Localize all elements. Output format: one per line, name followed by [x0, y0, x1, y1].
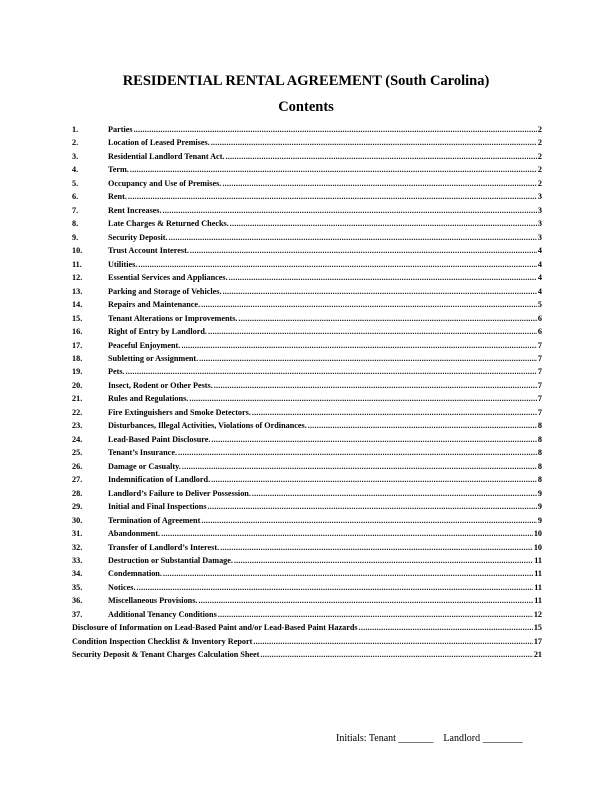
- toc-entry-number: 9.: [72, 232, 79, 242]
- toc-entry-number: 10.: [72, 246, 83, 256]
- toc-entry[interactable]: [72, 489, 542, 502]
- toc-entry-title: Rules and Regulations.: [108, 394, 189, 404]
- toc-entry-title: Security Deposit.: [108, 232, 168, 242]
- dot-leader: [198, 596, 533, 605]
- toc-entry-number: 16.: [72, 327, 83, 337]
- toc-entry-number: 25.: [72, 448, 83, 458]
- dot-leader: [208, 502, 537, 511]
- dot-leader: [181, 341, 537, 350]
- toc-entry-title: Parking and Storage of Vehicles.: [108, 286, 222, 296]
- dot-leader: [211, 435, 536, 444]
- toc-entry-number: 37.: [72, 609, 83, 619]
- toc-entry-page: 3: [537, 205, 542, 215]
- toc-entry[interactable]: [72, 233, 542, 246]
- dot-leader: [169, 233, 537, 242]
- toc-entry[interactable]: [72, 516, 542, 529]
- toc-entry-title: Destruction or Substantial Damage.: [108, 556, 233, 565]
- toc-entry[interactable]: [72, 327, 542, 340]
- toc-entry-page: 11: [534, 556, 542, 565]
- table-of-contents: [72, 125, 542, 664]
- toc-entry-number: 26.: [72, 461, 83, 471]
- toc-entry-title: Fire Extinguishers and Smoke Detectors.: [108, 407, 251, 417]
- toc-entry-page: 4: [537, 259, 542, 269]
- toc-entry-title: Initial and Final Inspections: [108, 502, 207, 512]
- toc-entry[interactable]: [72, 260, 542, 273]
- toc-entry-title: Tenant’s Insurance.: [108, 448, 178, 458]
- toc-entry-title: Disclosure of Information on Lead-Based Paint and/or Lead-Based Paint Hazards: [72, 623, 358, 633]
- toc-entry-page: 8: [537, 434, 542, 444]
- dot-leader: [138, 260, 537, 269]
- toc-entry-title: Lead-Based Paint Disclosure.: [108, 434, 211, 444]
- toc-entry-number: 32.: [72, 542, 83, 552]
- dot-leader: [137, 583, 534, 592]
- toc-entry-number: 12.: [72, 273, 83, 283]
- toc-entry-number: 28.: [72, 488, 83, 498]
- toc-entry-page: 10: [533, 542, 542, 552]
- toc-entry[interactable]: [72, 287, 542, 300]
- toc-entry[interactable]: [72, 556, 542, 569]
- toc-entry[interactable]: [72, 637, 542, 650]
- toc-entry[interactable]: [72, 475, 542, 488]
- toc-entry-title: Insect, Rodent or Other Pests.: [108, 380, 213, 390]
- toc-entry-number: 23.: [72, 421, 83, 431]
- toc-entry[interactable]: [72, 381, 542, 394]
- toc-entry-title: Repairs and Maintenance.: [108, 300, 201, 310]
- toc-entry-page: 21: [533, 650, 542, 660]
- dot-leader: [225, 152, 536, 161]
- toc-entry-title: Abandonment.: [108, 529, 161, 539]
- dot-leader: [359, 623, 533, 632]
- toc-entry[interactable]: [72, 462, 542, 475]
- toc-entry-title: Location of Leased Premises.: [108, 138, 210, 148]
- initials-footer: Initials: Tenant _______ Landlord ________: [336, 733, 523, 744]
- dot-leader: [189, 394, 537, 403]
- toc-entry[interactable]: [72, 125, 542, 138]
- toc-entry[interactable]: [72, 394, 542, 407]
- toc-entry-number: 2.: [72, 138, 79, 148]
- toc-entry-number: 36.: [72, 596, 83, 606]
- toc-entry-page: 7: [537, 380, 542, 390]
- toc-entry-title: Transfer of Landlord’s Interest.: [108, 542, 220, 552]
- toc-entry-page: 4: [537, 286, 542, 296]
- toc-entry[interactable]: [72, 650, 542, 663]
- toc-entry[interactable]: [72, 421, 542, 434]
- toc-entry-title: Notices.: [108, 582, 136, 592]
- toc-entry[interactable]: [72, 246, 542, 259]
- toc-entry-number: 1.: [72, 125, 79, 134]
- toc-entry-number: 14.: [72, 300, 83, 310]
- toc-entry[interactable]: [72, 610, 542, 623]
- toc-entry-number: 20.: [72, 380, 83, 390]
- toc-entry[interactable]: [72, 367, 542, 380]
- toc-entry[interactable]: [72, 569, 542, 582]
- dot-leader: [218, 610, 533, 619]
- toc-entry[interactable]: [72, 408, 542, 421]
- dot-leader: [253, 637, 532, 646]
- toc-entry-page: 9: [537, 515, 542, 525]
- toc-entry-title: Term.: [108, 165, 129, 175]
- dot-leader: [252, 408, 537, 417]
- toc-entry-title: Peaceful Enjoyment.: [108, 340, 181, 350]
- dot-leader: [211, 475, 537, 484]
- toc-entry[interactable]: [72, 165, 542, 178]
- dot-leader: [223, 287, 537, 296]
- toc-entry-title: Utilities.: [108, 259, 138, 269]
- toc-entry-title: Trust Account Interest.: [108, 246, 189, 256]
- toc-entry-page: 9: [537, 488, 542, 498]
- toc-entry-number: 3.: [72, 151, 79, 161]
- toc-entry[interactable]: [72, 341, 542, 354]
- toc-entry-page: 7: [537, 340, 542, 350]
- dot-leader: [201, 300, 537, 309]
- toc-entry-title: Subletting or Assignment.: [108, 353, 199, 363]
- toc-entry-title: Damage or Casualty.: [108, 461, 181, 471]
- toc-entry-number: 27.: [72, 475, 83, 485]
- toc-entry-number: 4.: [72, 165, 79, 175]
- toc-entry-page: 8: [537, 461, 542, 471]
- toc-entry-title: Rent Increases.: [108, 205, 162, 215]
- toc-entry-page: 12: [533, 609, 542, 619]
- toc-entry[interactable]: [72, 354, 542, 367]
- toc-entry[interactable]: [72, 502, 542, 515]
- toc-entry-number: 11.: [72, 259, 82, 269]
- toc-entry-number: 24.: [72, 434, 83, 444]
- toc-entry-title: Residential Landlord Tenant Act.: [108, 151, 225, 161]
- toc-entry[interactable]: [72, 179, 542, 192]
- toc-entry-number: 7.: [72, 205, 79, 215]
- toc-entry[interactable]: [72, 583, 542, 596]
- dot-leader: [182, 462, 537, 471]
- toc-entry-page: 2: [537, 125, 542, 134]
- dot-leader: [234, 556, 533, 565]
- toc-entry-page: 17: [533, 636, 542, 646]
- dot-leader: [161, 529, 533, 538]
- toc-entry-page: 2: [537, 178, 542, 188]
- toc-entry-title: Right of Entry by Landlord.: [108, 327, 207, 337]
- toc-entry-page: 7: [537, 353, 542, 363]
- toc-entry-page: 4: [537, 246, 542, 256]
- toc-entry-page: 7: [537, 394, 542, 404]
- toc-entry-page: 3: [537, 219, 542, 229]
- toc-entry-title: Pets.: [108, 367, 125, 377]
- toc-entry-page: 11: [534, 582, 542, 592]
- document-title: RESIDENTIAL RENTAL AGREEMENT (South Carolina): [122, 73, 490, 89]
- toc-entry-number: 21.: [72, 394, 83, 404]
- toc-entry-number: 31.: [72, 529, 83, 539]
- dot-leader: [208, 327, 537, 336]
- dot-leader: [128, 192, 537, 201]
- toc-entry-page: 10: [533, 529, 542, 539]
- toc-entry-page: 15: [533, 623, 542, 633]
- toc-entry-number: 5.: [72, 178, 79, 188]
- toc-entry[interactable]: [72, 448, 542, 461]
- toc-entry-title: Additional Tenancy Conditions: [108, 609, 217, 619]
- toc-entry-number: 33.: [72, 556, 83, 565]
- dot-leader: [178, 448, 537, 457]
- toc-entry-title: Disturbances, Illegal Activities, Violations of Ordinances.: [108, 421, 307, 431]
- dot-leader: [252, 489, 537, 498]
- toc-entry-title: Tenant Alterations or Improvements.: [108, 313, 238, 323]
- toc-entry-page: 3: [537, 192, 542, 202]
- toc-entry-page: 8: [537, 475, 542, 485]
- toc-entry-number: 8.: [72, 219, 79, 229]
- dot-leader: [199, 354, 537, 363]
- toc-entry[interactable]: [72, 529, 542, 542]
- toc-entry-page: 11: [534, 569, 542, 579]
- dot-leader: [211, 138, 537, 147]
- toc-entry-page: 4: [537, 273, 542, 283]
- toc-entry-page: 3: [537, 232, 542, 242]
- dot-leader: [230, 219, 537, 228]
- toc-entry[interactable]: [72, 300, 542, 313]
- toc-entry-number: 13.: [72, 286, 83, 296]
- toc-entry-page: 7: [537, 367, 542, 377]
- toc-entry-title: Termination of Agreement: [108, 515, 201, 525]
- dot-leader: [308, 421, 537, 430]
- dot-leader: [163, 206, 537, 215]
- toc-entry-title: Occupancy and Use of Premises.: [108, 178, 222, 188]
- toc-entry-page: 7: [537, 407, 542, 417]
- dot-leader: [126, 367, 537, 376]
- toc-entry[interactable]: [72, 152, 542, 165]
- toc-entry-number: 35.: [72, 582, 83, 592]
- toc-entry[interactable]: [72, 314, 542, 327]
- toc-entry[interactable]: [72, 435, 542, 448]
- toc-entry-number: 18.: [72, 353, 83, 363]
- dot-leader: [201, 516, 537, 525]
- dot-leader: [220, 543, 533, 552]
- dot-leader: [134, 125, 537, 134]
- toc-entry-page: 8: [537, 448, 542, 458]
- toc-entry[interactable]: [72, 596, 542, 609]
- toc-entry[interactable]: [72, 273, 542, 286]
- toc-entry-title: Late Charges & Returned Checks.: [108, 219, 229, 229]
- toc-entry-number: 34.: [72, 569, 83, 579]
- toc-entry-title: Parties: [108, 125, 133, 134]
- toc-entry[interactable]: [72, 623, 542, 636]
- toc-entry-page: 6: [537, 313, 542, 323]
- toc-entry-page: 8: [537, 421, 542, 431]
- toc-entry-page: 9: [537, 502, 542, 512]
- toc-entry-number: 19.: [72, 367, 83, 377]
- toc-entry[interactable]: [72, 219, 542, 232]
- toc-entry-number: 30.: [72, 515, 83, 525]
- toc-entry-title: Essential Services and Appliances.: [108, 273, 228, 283]
- toc-entry-page: 6: [537, 327, 542, 337]
- toc-entry-number: 29.: [72, 502, 83, 512]
- toc-entry-page: 11: [534, 596, 542, 606]
- dot-leader: [190, 246, 537, 255]
- toc-entry[interactable]: [72, 192, 542, 205]
- toc-entry-number: 22.: [72, 407, 83, 417]
- toc-entry-number: 15.: [72, 313, 83, 323]
- dot-leader: [229, 273, 537, 282]
- toc-entry-page: 2: [537, 151, 542, 161]
- toc-entry-title: Rent.: [108, 192, 127, 202]
- toc-entry-page: 2: [537, 138, 542, 148]
- contents-heading: Contents: [278, 99, 334, 115]
- toc-entry[interactable]: [72, 206, 542, 219]
- dot-leader: [238, 314, 536, 323]
- toc-entry-title: Security Deposit & Tenant Charges Calculation Sheet: [72, 650, 260, 660]
- toc-entry-title: Condemnation.: [108, 569, 162, 579]
- dot-leader: [163, 569, 533, 578]
- toc-entry[interactable]: [72, 543, 542, 556]
- dot-leader: [130, 165, 537, 174]
- dot-leader: [222, 179, 537, 188]
- dot-leader: [260, 650, 532, 659]
- toc-entry-title: Condition Inspection Checklist & Inventory Report: [72, 636, 253, 646]
- toc-entry-title: Landlord’s Failure to Deliver Possession.: [108, 488, 251, 498]
- toc-entry[interactable]: [72, 138, 542, 151]
- toc-entry-title: Miscellaneous Provisions.: [108, 596, 198, 606]
- toc-entry-title: Indemnification of Landlord.: [108, 475, 211, 485]
- dot-leader: [214, 381, 537, 390]
- toc-entry-page: 5: [537, 300, 542, 310]
- toc-entry-number: 17.: [72, 340, 83, 350]
- toc-entry-page: 2: [537, 165, 542, 175]
- toc-entry-number: 6.: [72, 192, 79, 202]
